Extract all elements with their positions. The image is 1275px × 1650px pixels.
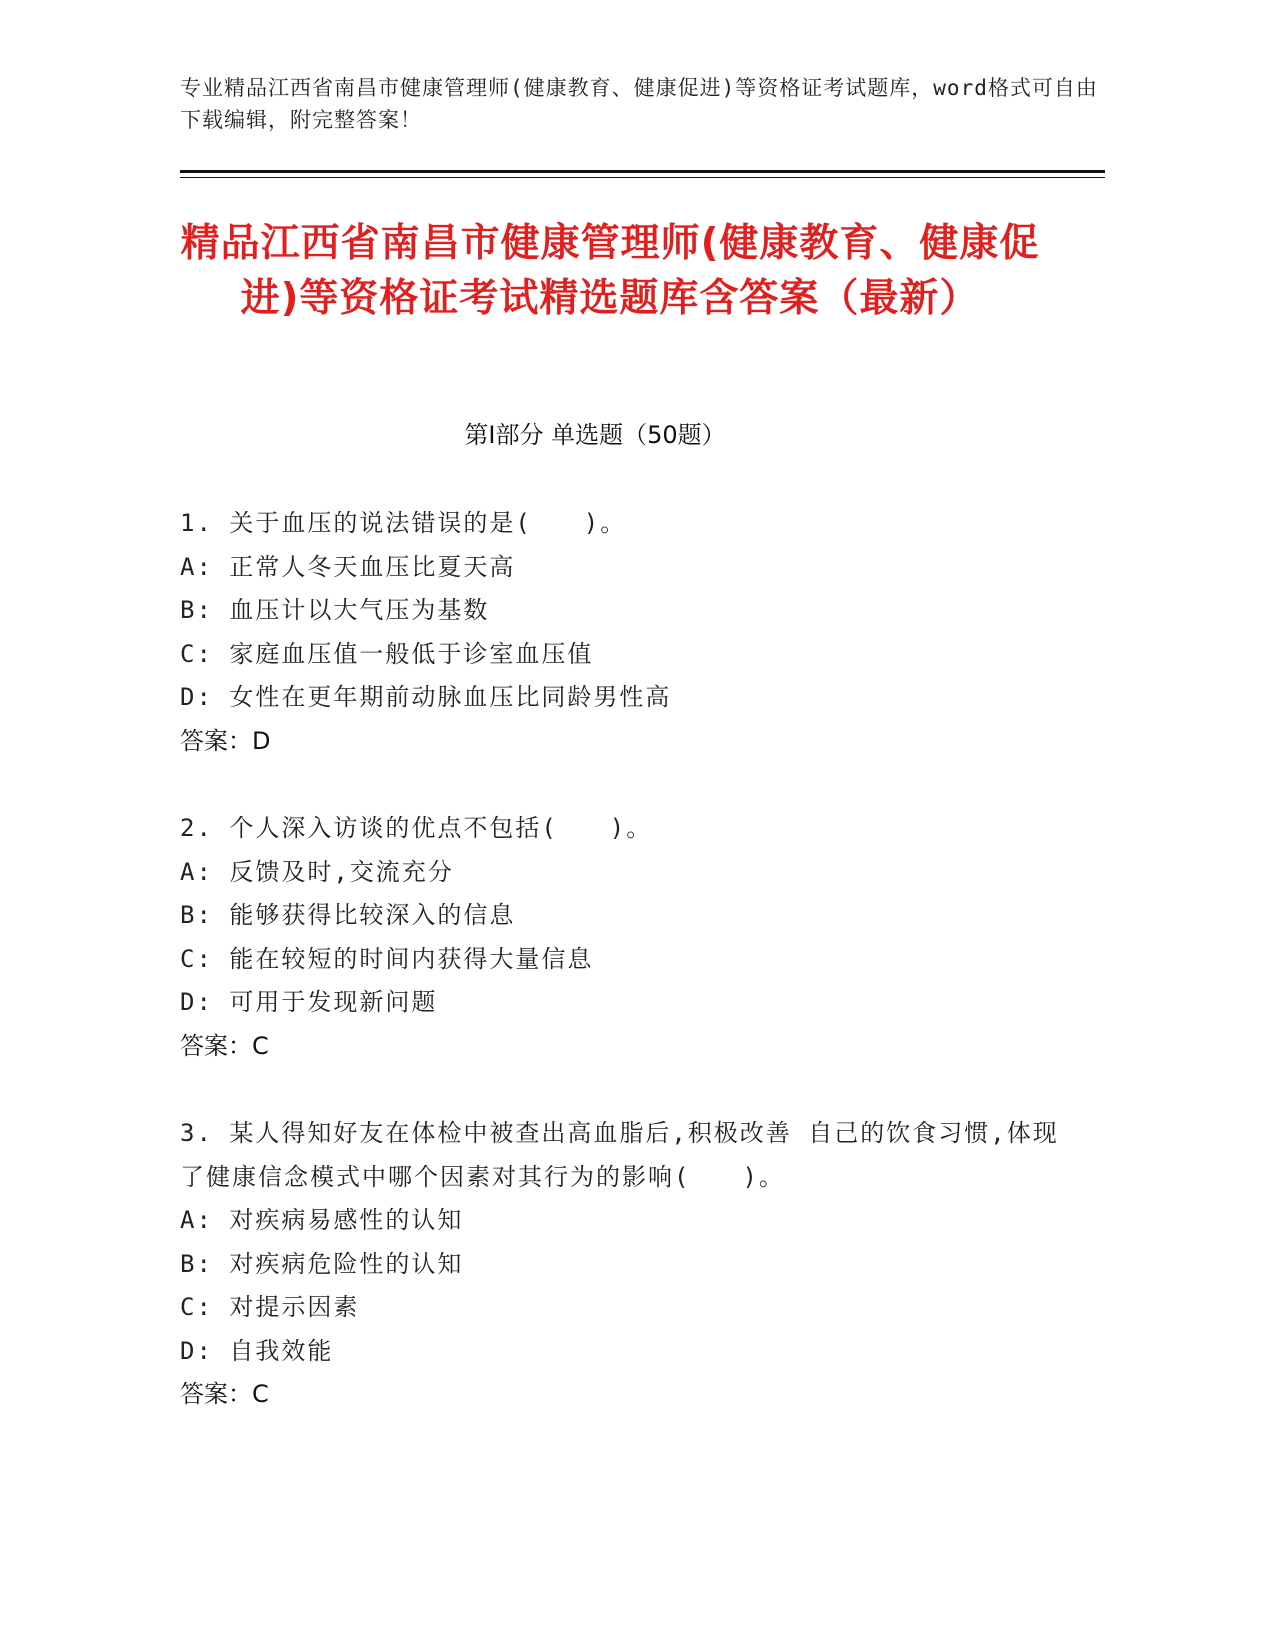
header-rule-thick <box>180 170 1105 173</box>
answer-line: 答案：D <box>180 726 271 755</box>
question-stem: 2. 个人深入访谈的优点不包括( )。 <box>180 814 653 842</box>
option-d: D: 可用于发现新问题 <box>180 988 438 1016</box>
option-a: A: 反馈及时,交流充分 <box>180 857 454 886</box>
header-rule-thin <box>180 177 1105 178</box>
section-title: 第Ⅰ部分 单选题（50题） <box>464 421 726 449</box>
question-stem: 3. 某人得知好友在体检中被查出高血脂后,积极改善 自己的饮食习惯,体现了健康信念模式中哪个因素对其行为的影响( )。 <box>180 1119 1059 1191</box>
question-2 <box>180 807 1060 1068</box>
option-d: D: 自我效能 <box>180 1336 334 1365</box>
answer-line: 答案：C <box>180 1380 269 1408</box>
option-c: C: 家庭血压值一般低于诊室血压值 <box>180 639 594 668</box>
document-title: 精品江西省南昌市健康管理师(健康教育、健康促进)等资格证考试精选题库含答案（最新） <box>180 221 1040 321</box>
question-3 <box>180 1112 1060 1417</box>
option-b: B: 血压计以大气压为基数 <box>180 596 490 624</box>
header-note: 专业精品江西省南昌市健康管理师(健康教育、健康促进)等资格证考试题库，word格式可自由下载编辑，附完整答案！ <box>180 76 1098 132</box>
option-b: B: 能够获得比较深入的信息 <box>180 901 516 929</box>
option-c: C: 能在较短的时间内获得大量信息 <box>180 944 594 973</box>
question-stem: 1. 关于血压的说法错误的是( )。 <box>180 509 627 537</box>
option-c: C: 对提示因素 <box>180 1293 360 1321</box>
option-b: B: 对疾病危险性的认知 <box>180 1249 464 1278</box>
option-d: D: 女性在更年期前动脉血压比同龄男性高 <box>180 683 672 711</box>
option-a: A: 对疾病易感性的认知 <box>180 1206 464 1234</box>
answer-line: 答案：C <box>180 1031 269 1060</box>
question-1 <box>180 502 1060 763</box>
option-a: A: 正常人冬天血压比夏天高 <box>180 552 516 581</box>
